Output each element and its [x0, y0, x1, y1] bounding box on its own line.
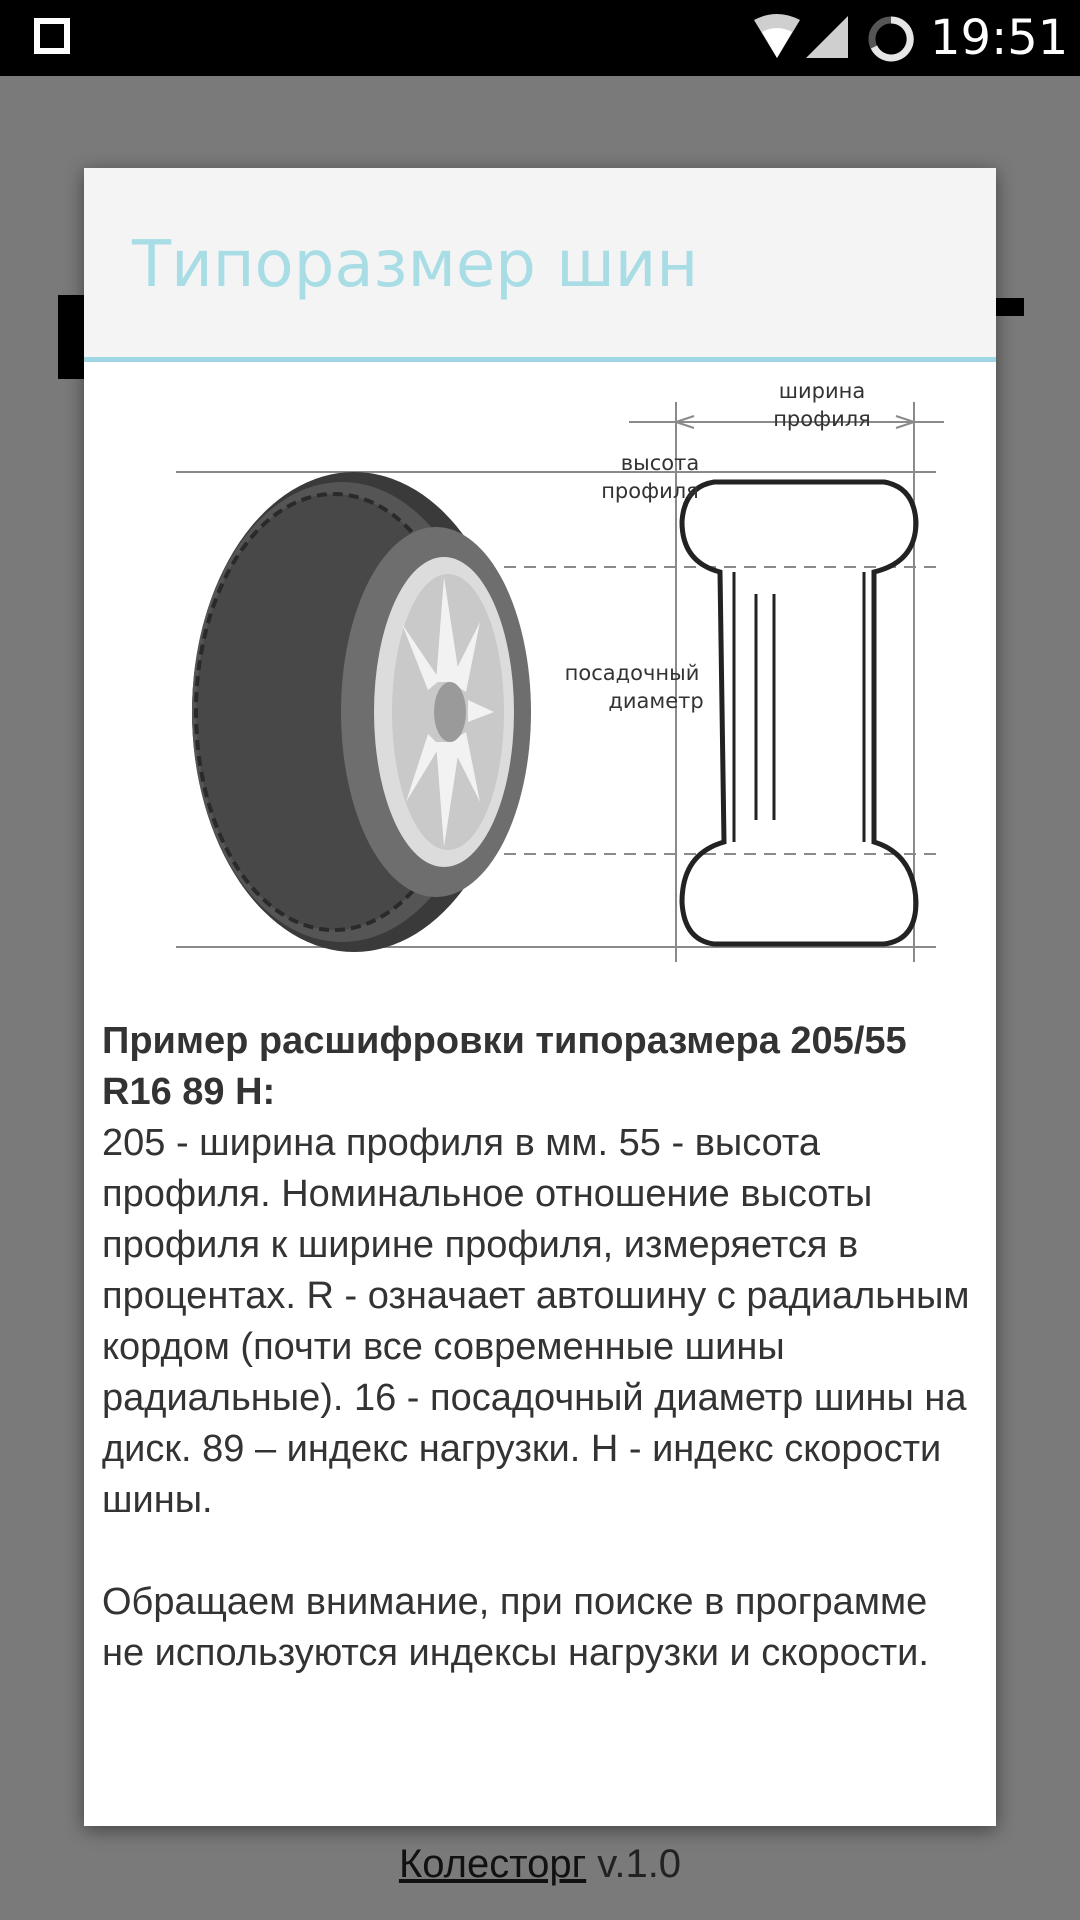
wifi-icon [752, 14, 802, 60]
label-diameter: посадочный [564, 661, 700, 685]
tire-diagram [84, 362, 996, 1002]
clock: 19:51 [930, 10, 1069, 66]
background-element [58, 295, 86, 379]
loading-icon [866, 14, 916, 64]
signal-icon [804, 14, 850, 60]
label-diameter: диаметр [608, 689, 704, 713]
dialog-header [84, 168, 996, 362]
tire-illustration [192, 472, 531, 952]
search-note: Обращаем внимание, при поиске в программе не используются индексы нагрузки и скорости. [102, 1581, 929, 1674]
label-height: профиля [601, 479, 699, 503]
status-bar [0, 0, 1080, 76]
example-heading: Пример расшифровки типоразмера 205/55 R16 89 H: [102, 1020, 907, 1113]
example-description: 205 - ширина профиля в мм. 55 - высота профиля. Номинальное отношение высоты профиля к ширине профиля, измеряется в процентах. R - означает автошину с радиальным кордом (почти все современные шины радиальные). 16 - посадочный диаметр шины на диск. 89 – индекс нагрузки. H - индекс скорости шины. [102, 1122, 970, 1521]
dialog-content [102, 1016, 972, 1679]
label-width: профиля [773, 407, 871, 431]
square-icon[interactable] [34, 18, 70, 54]
label-height: высота [620, 451, 700, 475]
footer [0, 1842, 1080, 1887]
app-version: v.1.0 [597, 1842, 682, 1886]
dialog-title: Типоразмер шин [132, 228, 699, 302]
tire-cross-section [682, 482, 916, 944]
app-link[interactable]: Колесторг [398, 1842, 587, 1886]
tire-size-dialog [84, 168, 996, 1826]
label-width: ширина [778, 379, 866, 403]
